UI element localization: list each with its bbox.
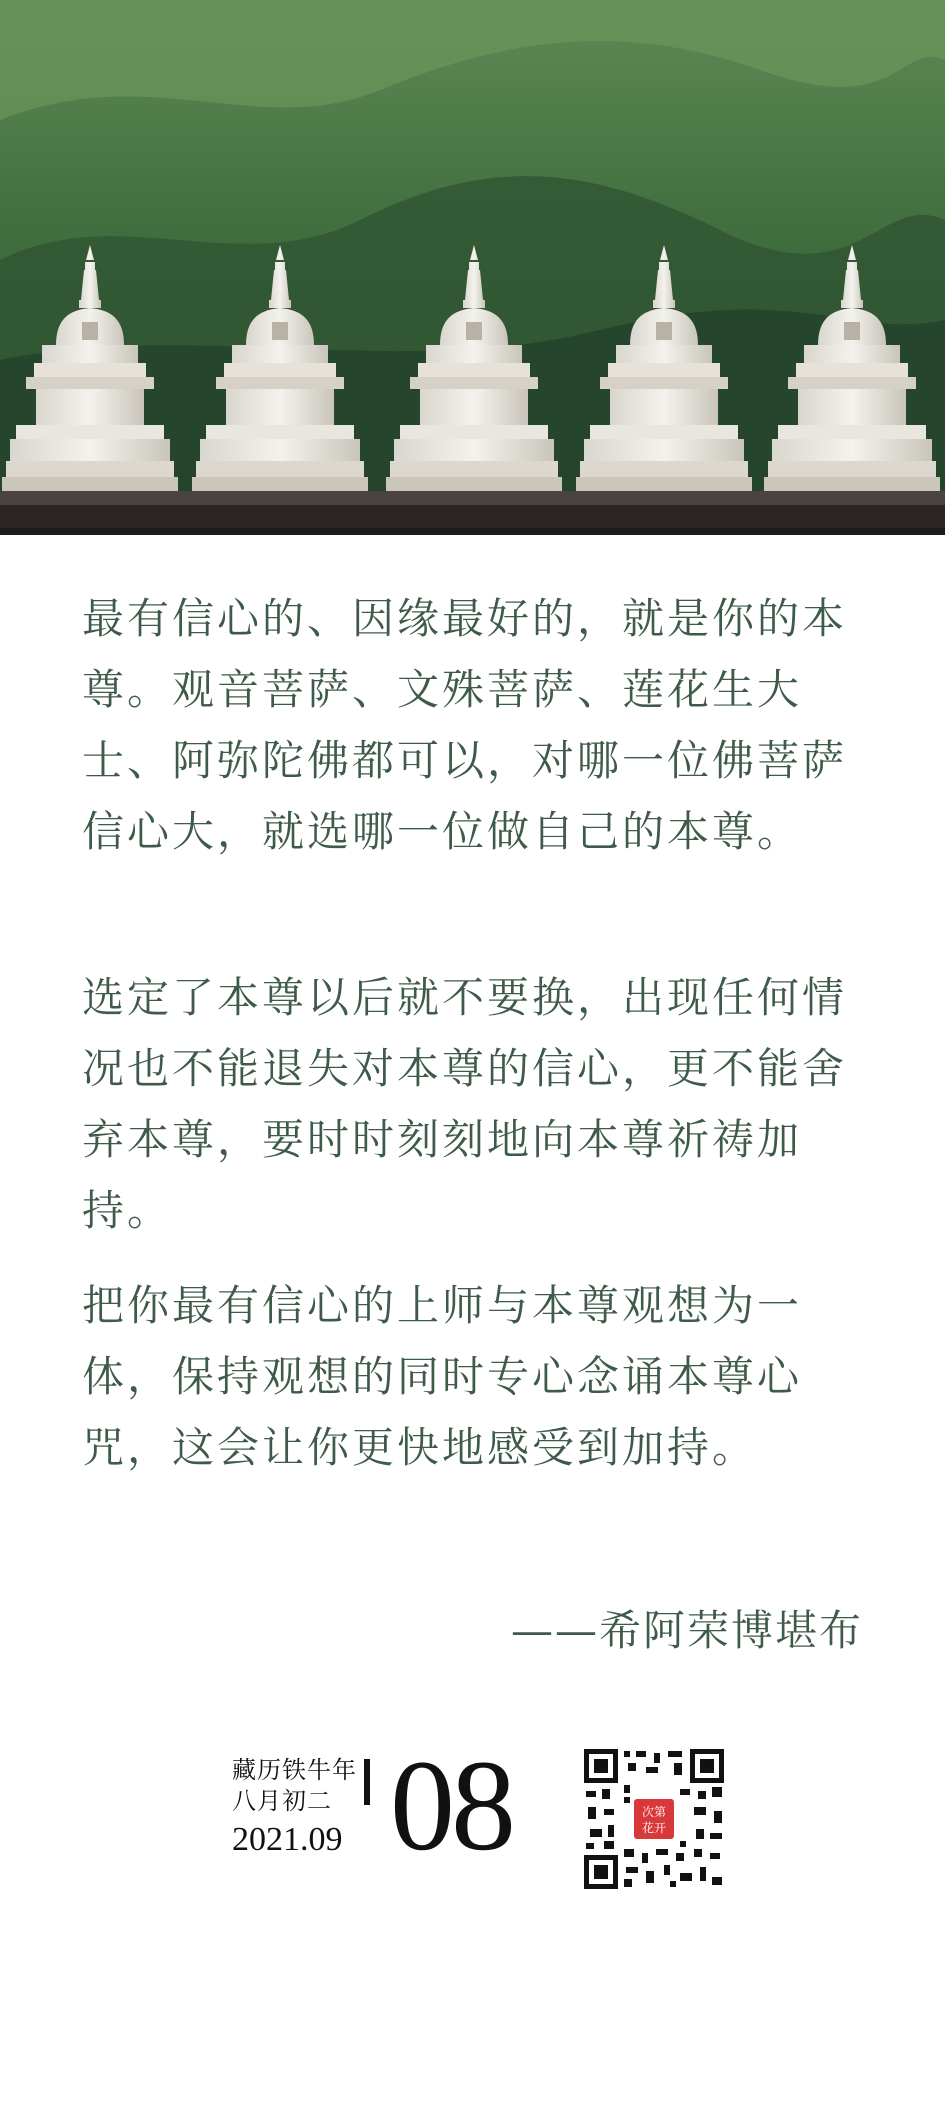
svg-text:花开: 花开 [641,1821,667,1835]
svg-text:次第: 次第 [641,1805,667,1819]
date-footer [232,1734,732,1895]
quote-section [0,535,945,2121]
day-number: 08 [390,1734,512,1878]
gregorian-month: 2021.09 [232,1821,343,1858]
stupas-photo [0,0,945,535]
quote-paragraph-1: 最有信心的、因缘最好的，就是你的本尊。观音菩萨、文殊菩萨、莲花生大士、阿弥陀佛都可以，对哪一位佛菩萨信心大，就选哪一位做自己的本尊。 [82,594,848,856]
quote-author: ——希阿荣博堪布 [510,1606,863,1655]
lunar-date [232,1755,357,1817]
lunar-year: 藏历铁牛年 [232,1756,357,1784]
quote-paragraph-3: 把你最有信心的上师与本尊观想为一体，保持观想的同时专心念诵本尊心咒，这会让你更快地感受到加持。 [82,1281,803,1472]
qr-code-icon[interactable] [584,1749,724,1889]
lunar-day: 八月初二 [232,1787,332,1815]
date-divider [364,1759,370,1805]
quote-paragraph-2: 选定了本尊以后就不要换，出现任何情况也不能退失对本尊的信心，更不能舍弃本尊，要时时刻刻地向本尊祈祷加持。 [82,973,848,1235]
header-photo [0,0,945,535]
